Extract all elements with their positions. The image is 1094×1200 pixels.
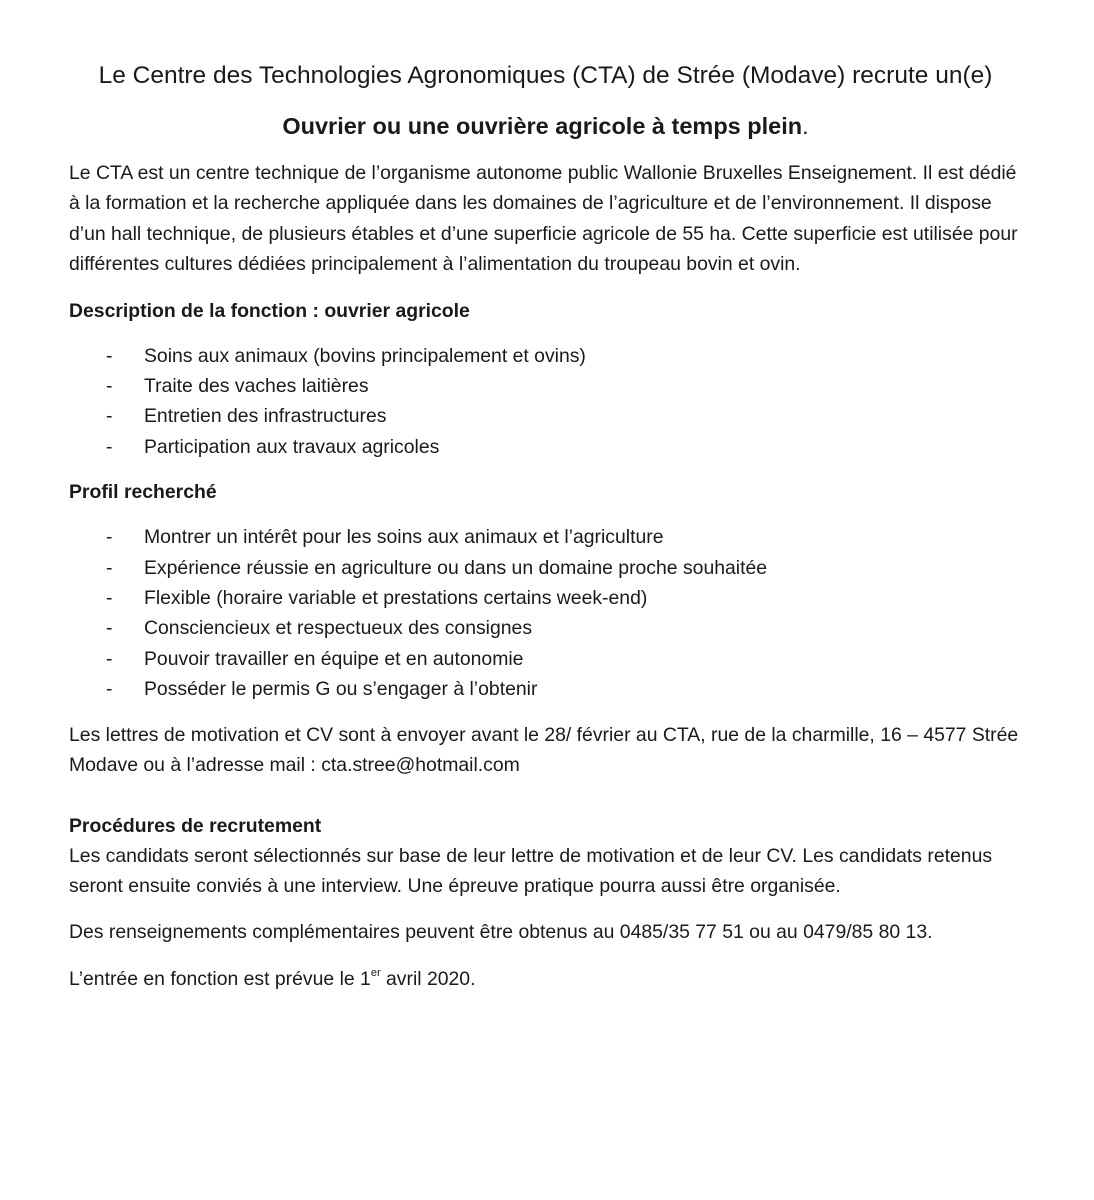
list-item: [69, 613, 1022, 643]
job-title-period: .: [802, 113, 809, 139]
dash-bullet: -: [106, 526, 113, 549]
procedure-heading: Procédures de recrutement: [69, 814, 322, 837]
list-item-text: Soins aux animaux (bovins principalement et ovins): [144, 344, 586, 367]
list-item-text: Posséder le permis G ou s’engager à l’obtenir: [144, 678, 538, 701]
start-date-rest: avril 2020.: [380, 967, 476, 990]
list-item-text: Flexible (horaire variable et prestations certains week-end): [144, 587, 648, 610]
description-list: [69, 341, 1022, 463]
job-title: [69, 109, 1022, 143]
dash-bullet: -: [106, 435, 113, 458]
ordinal-superscript: er: [370, 966, 381, 979]
list-item: [69, 401, 1022, 431]
list-item: [69, 432, 1022, 462]
list-item: [69, 371, 1022, 401]
profile-heading: Profil recherché: [69, 481, 217, 504]
list-item-text: Expérience réussie en agriculture ou dans un domaine proche souhaitée: [144, 556, 768, 579]
dash-bullet: -: [106, 617, 113, 640]
list-item: [69, 522, 1022, 552]
list-item: [69, 553, 1022, 583]
dash-bullet: -: [106, 405, 113, 428]
intro-paragraph: Le CTA est un centre technique de l’organisme autonome public Wallonie Bruxelles Enseignement. Il est dédié à la formation et la recherche appliquée dans les domaines de l’agriculture et de l’environnement. Il dispose d’un hall technique, de plusieurs étables et d’une superficie agricole de 55 ha. Cette superficie est utilisée pour différentes cultures dédiées principalement à l’alimentation du troupeau bovin et ovin.: [69, 162, 1018, 276]
list-item: [69, 644, 1022, 674]
page-title: Le Centre des Technologies Agronomiques (CTA) de Strée (Modave) recrute un(e): [98, 62, 993, 89]
list-item-text: Traite des vaches laitières: [144, 375, 369, 398]
list-item-text: Pouvoir travailler en équipe et en autonomie: [144, 647, 524, 670]
profile-list: [69, 522, 1022, 704]
list-item: [69, 341, 1022, 371]
list-item: [69, 674, 1022, 704]
job-title-text: Ouvrier ou une ouvrière agricole à temps plein: [282, 113, 803, 139]
list-item-text: Participation aux travaux agricoles: [144, 435, 440, 458]
dash-bullet: -: [106, 375, 113, 398]
list-item-text: Montrer un intérêt pour les soins aux animaux et l’agriculture: [144, 526, 664, 549]
procedure-paragraph: Les candidats seront sélectionnés sur base de leur lettre de motivation et de leur CV. Les candidats retenus seront ensuite conviés à une interview. Une épreuve pratique pourra aussi être organisée.: [69, 844, 993, 897]
info-paragraph: Des renseignements complémentaires peuvent être obtenus au 0485/35 77 51 ou au 0479/85 80 13.: [69, 921, 933, 944]
start-date-text: L’entrée en fonction est prévue le 1: [69, 967, 371, 990]
list-item: [69, 583, 1022, 613]
dash-bullet: -: [106, 587, 113, 610]
contact-paragraph: Les lettres de motivation et CV sont à envoyer avant le 28/ février au CTA, rue de la charmille, 16 – 4577 Strée Modave ou à l’adresse mail : cta.stree@hotmail.com: [69, 723, 1019, 777]
dash-bullet: -: [106, 344, 113, 367]
dash-bullet: -: [106, 556, 113, 579]
start-date-paragraph: [69, 964, 1022, 994]
dash-bullet: -: [106, 647, 113, 670]
description-heading: Description de la fonction : ouvrier agricole: [69, 299, 470, 322]
dash-bullet: -: [106, 678, 113, 701]
list-item-text: Consciencieux et respectueux des consignes: [144, 617, 533, 640]
list-item-text: Entretien des infrastructures: [144, 405, 387, 428]
